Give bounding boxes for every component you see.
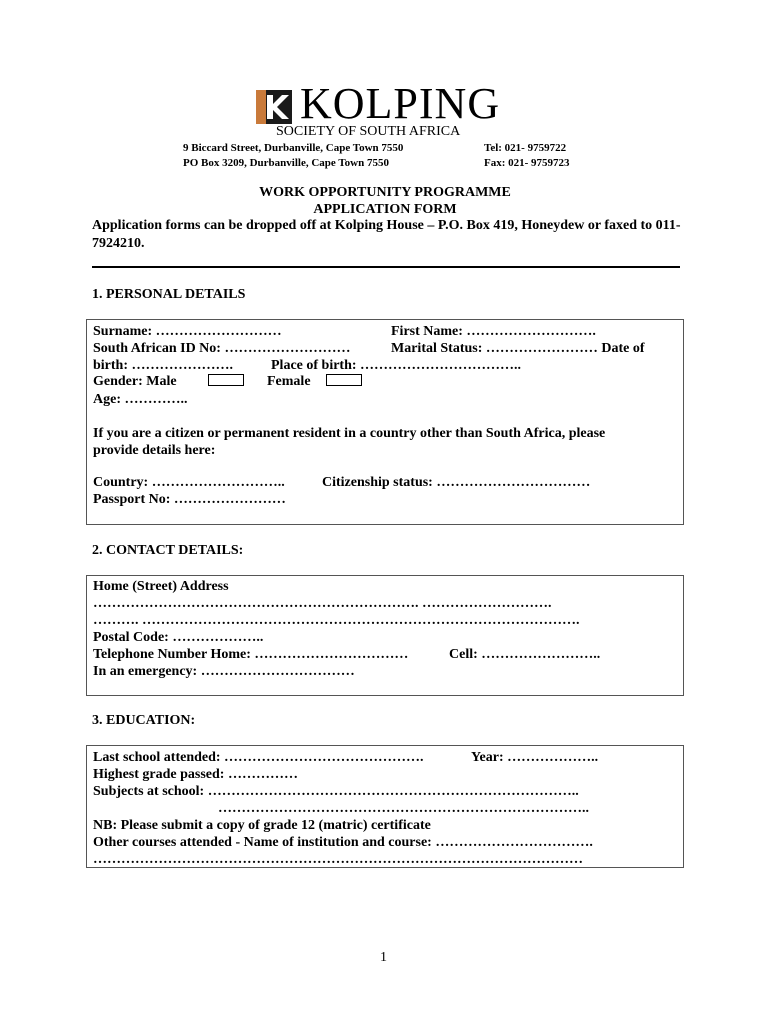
marital-status-field[interactable]: Marital Status: …………………… Date of: [391, 341, 645, 356]
address-line-1: 9 Biccard Street, Durbanville, Cape Town 7550: [183, 142, 404, 154]
divider: [92, 266, 680, 268]
citizen-note-line-2: provide details here:: [93, 443, 216, 458]
first-name-field[interactable]: First Name: ……………………….: [391, 324, 596, 339]
date-of-birth-field[interactable]: birth: ………………….: [93, 358, 233, 373]
subjects-field[interactable]: Subjects at school: ……………………………………………………………………..: [93, 784, 579, 799]
kolping-k-icon: [256, 90, 292, 124]
citizenship-status-field[interactable]: Citizenship status: ……………………………: [322, 475, 591, 490]
tel-number: Tel: 021- 9759722: [484, 142, 567, 154]
year-field[interactable]: Year: ………………..: [471, 750, 599, 765]
citizen-note-line-1: If you are a citizen or permanent resident in a country other than South Africa, please: [93, 426, 606, 441]
emergency-field[interactable]: In an emergency: ……………………………: [93, 664, 355, 679]
address-line-2: PO Box 3209, Durbanville, Cape Town 7550: [183, 157, 389, 169]
address-field-line-1[interactable]: ……………………………………………………………. ……………………….: [93, 596, 552, 611]
form-title-2: APPLICATION FORM: [313, 202, 457, 217]
highest-grade-field[interactable]: Highest grade passed: ……………: [93, 767, 298, 782]
postal-code-field[interactable]: Postal Code: ………………..: [93, 630, 264, 645]
male-checkbox[interactable]: [208, 374, 244, 386]
subjects-field-cont[interactable]: ……………………………………………………………………..: [218, 801, 589, 816]
logo-wordmark: KOLPING: [300, 79, 501, 128]
section-personal-heading: 1. PERSONAL DETAILS: [92, 287, 246, 302]
female-checkbox[interactable]: [326, 374, 362, 386]
surname-field[interactable]: Surname: ………………………: [93, 324, 282, 339]
telephone-home-field[interactable]: Telephone Number Home: ……………………………: [93, 647, 409, 662]
society-name: SOCIETY OF SOUTH AFRICA: [276, 124, 461, 139]
other-courses-field[interactable]: Other courses attended - Name of institution and course: …………………………….: [93, 835, 593, 850]
other-courses-field-cont[interactable]: ……………………………………………………………………………………………: [93, 852, 583, 867]
last-school-field[interactable]: Last school attended: …………………………………….: [93, 750, 424, 765]
matric-note: NB: Please submit a copy of grade 12 (matric) certificate: [93, 818, 431, 833]
female-label: Female: [267, 374, 311, 389]
passport-field[interactable]: Passport No: ……………………: [93, 492, 286, 507]
country-field[interactable]: Country: ………………………..: [93, 475, 285, 490]
address-field-line-2[interactable]: ………. ………………………………………………………………………………….: [93, 613, 580, 628]
page-number: 1: [380, 950, 387, 965]
age-field[interactable]: Age: …………..: [93, 392, 188, 407]
form-title-1: WORK OPPORTUNITY PROGRAMME: [259, 185, 511, 200]
gender-label: Gender: Male: [93, 374, 177, 389]
fax-number: Fax: 021- 9759723: [484, 157, 570, 169]
home-address-label: Home (Street) Address: [93, 579, 229, 594]
intro-text: Application forms can be dropped off at Kolping House – P.O. Box 419, Honeydew or faxed to 011-7924210.: [92, 218, 681, 251]
place-of-birth-field[interactable]: Place of birth: ……………………………..: [271, 358, 522, 373]
section-contact-heading: 2. CONTACT DETAILS:: [92, 543, 244, 558]
id-number-field[interactable]: South African ID No: ………………………: [93, 341, 351, 356]
cell-field[interactable]: Cell: ……………………..: [449, 647, 601, 662]
section-education-heading: 3. EDUCATION:: [92, 713, 196, 728]
